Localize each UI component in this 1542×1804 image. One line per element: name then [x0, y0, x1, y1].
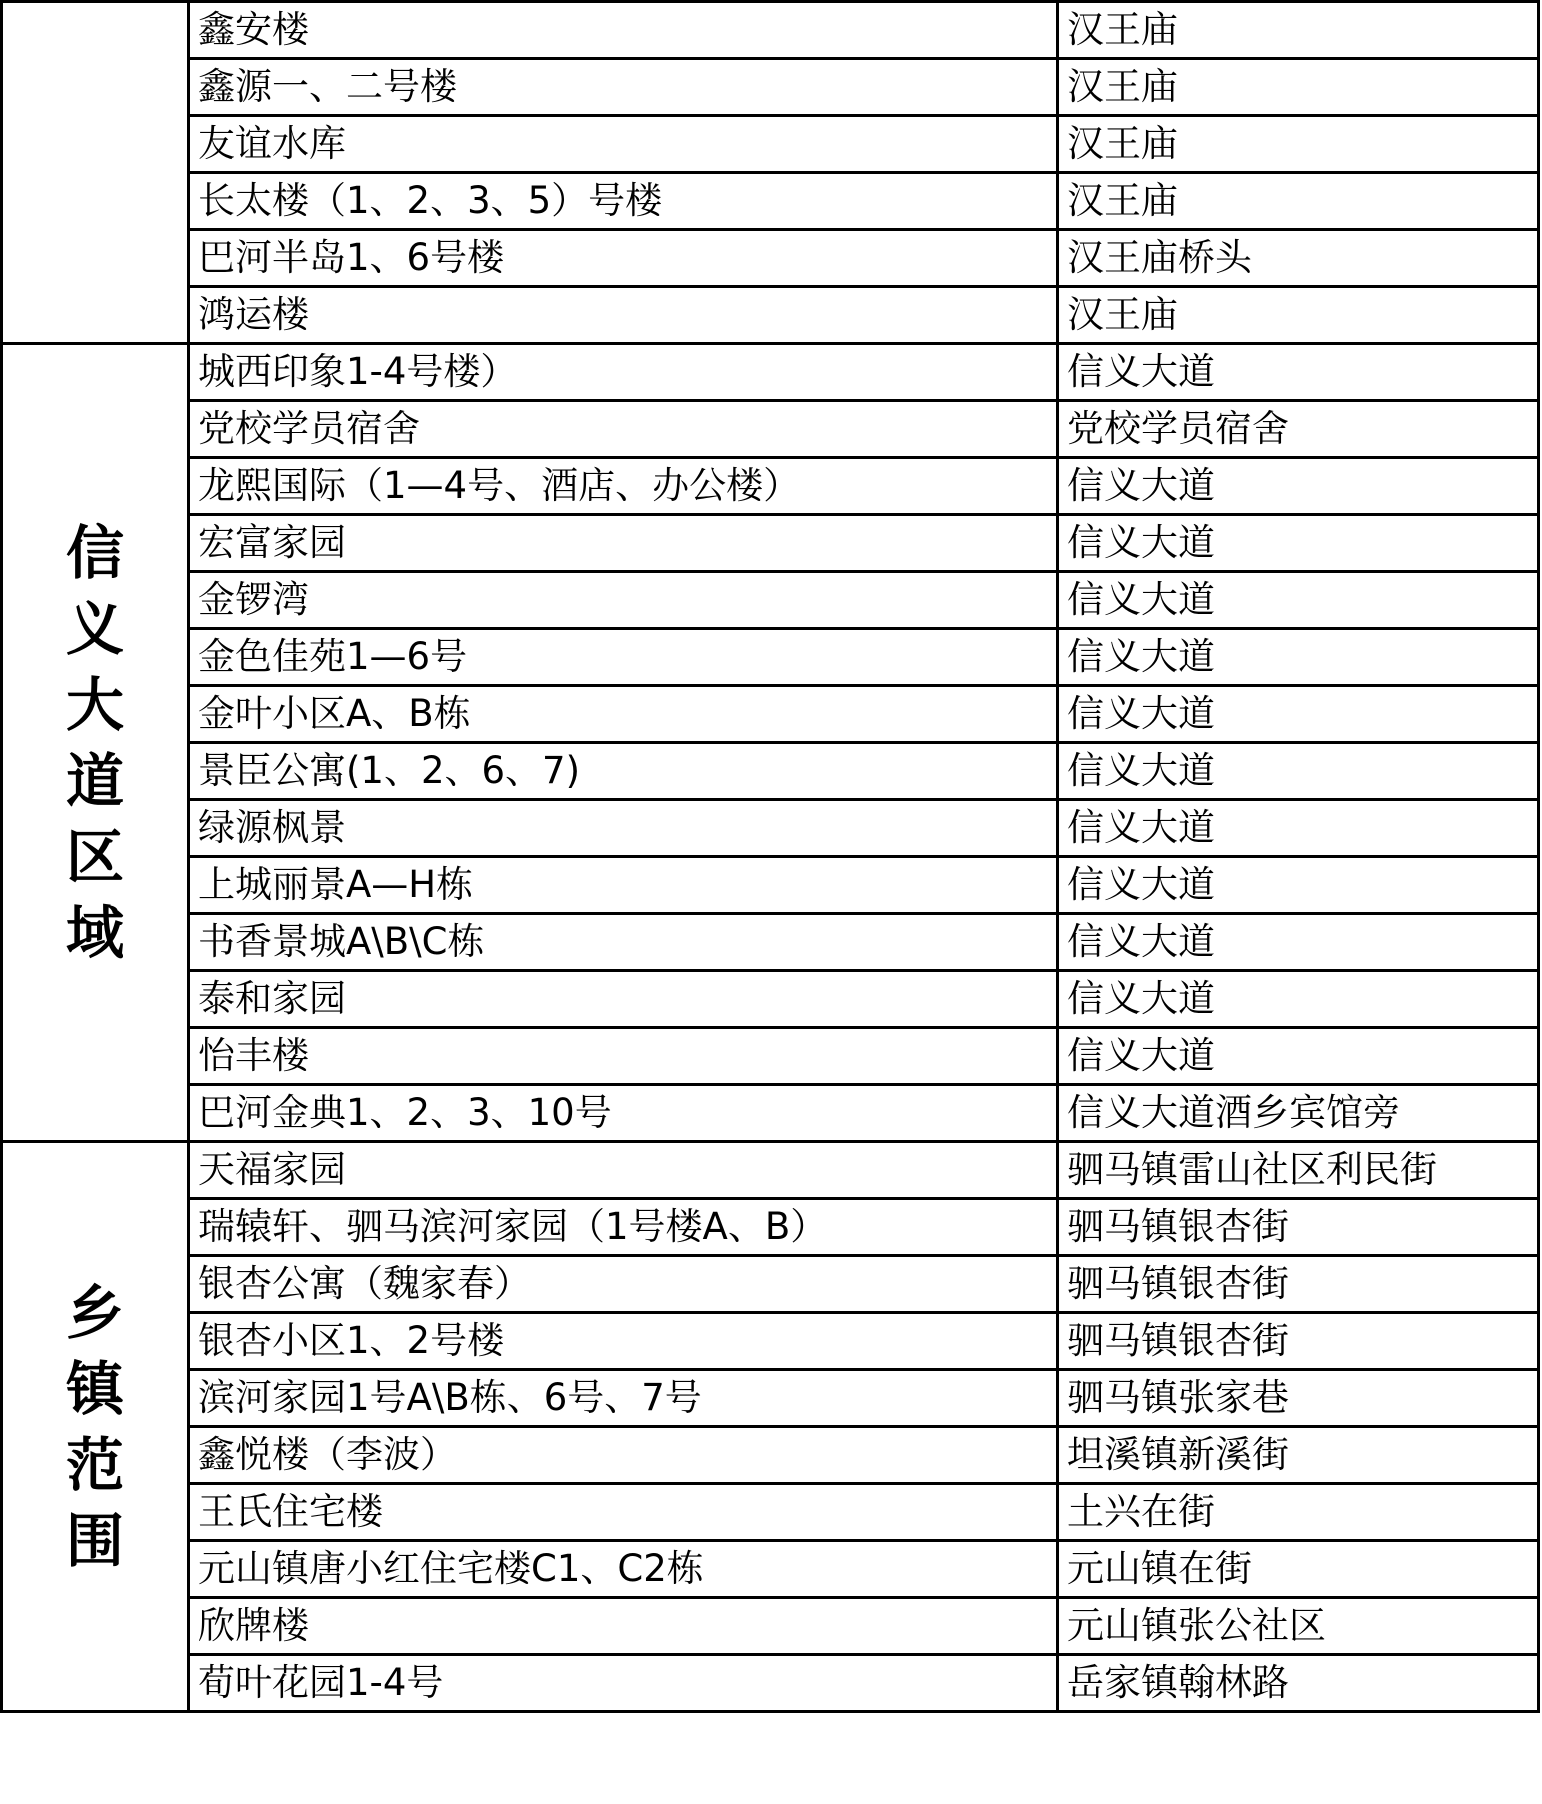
table-row [2, 1256, 1539, 1313]
table-row [2, 1313, 1539, 1370]
area-label-char: 道 [65, 746, 124, 815]
table-row [2, 230, 1539, 287]
building-name-cell: 龙熙国际（1—4号、酒店、办公楼） [189, 458, 1058, 515]
building-name-cell: 景臣公寓(1、2、6、7) [189, 743, 1058, 800]
building-name-cell: 绿源枫景 [189, 800, 1058, 857]
table-row [2, 971, 1539, 1028]
building-name-cell: 鸿运楼 [189, 287, 1058, 344]
area-label-char: 大 [65, 670, 124, 739]
location-cell: 汉王庙 [1058, 59, 1539, 116]
area-label-char: 域 [65, 898, 124, 967]
building-name-cell: 鑫源一、二号楼 [189, 59, 1058, 116]
table-row [2, 629, 1539, 686]
table-row [2, 1598, 1539, 1655]
building-name-cell: 天福家园 [189, 1142, 1058, 1199]
table-row [2, 401, 1539, 458]
building-name-cell: 鑫悦楼（李波） [189, 1427, 1058, 1484]
location-cell: 信义大道 [1058, 344, 1539, 401]
building-name-cell: 瑞辕轩、驷马滨河家园（1号楼A、B） [189, 1199, 1058, 1256]
location-cell: 信义大道 [1058, 914, 1539, 971]
building-name-cell: 金色佳苑1—6号 [189, 629, 1058, 686]
building-name-cell: 书香景城A\B\C栋 [189, 914, 1058, 971]
location-cell: 信义大道 [1058, 458, 1539, 515]
location-cell: 坦溪镇新溪街 [1058, 1427, 1539, 1484]
area-label-char: 镇 [65, 1354, 124, 1423]
building-name-cell: 泰和家园 [189, 971, 1058, 1028]
location-cell: 驷马镇银杏街 [1058, 1199, 1539, 1256]
building-name-cell: 宏富家园 [189, 515, 1058, 572]
table-row [2, 1142, 1539, 1199]
table-row [2, 1484, 1539, 1541]
building-name-cell: 银杏小区1、2号楼 [189, 1313, 1058, 1370]
location-cell: 党校学员宿舍 [1058, 401, 1539, 458]
area-label-char: 区 [65, 822, 124, 891]
table-row [2, 800, 1539, 857]
location-cell: 汉王庙桥头 [1058, 230, 1539, 287]
table-row [2, 1655, 1539, 1712]
location-cell: 信义大道 [1058, 629, 1539, 686]
building-name-cell: 王氏住宅楼 [189, 1484, 1058, 1541]
building-name-cell: 巴河半岛1、6号楼 [189, 230, 1058, 287]
building-name-cell: 银杏公寓（魏家春） [189, 1256, 1058, 1313]
location-cell: 汉王庙 [1058, 173, 1539, 230]
area-group-label [66, 515, 124, 971]
table-row [2, 743, 1539, 800]
location-cell: 信义大道 [1058, 686, 1539, 743]
location-cell: 元山镇在街 [1058, 1541, 1539, 1598]
location-cell: 汉王庙 [1058, 287, 1539, 344]
area-label-char: 围 [65, 1506, 124, 1575]
location-cell: 汉王庙 [1058, 2, 1539, 59]
location-cell: 土兴在街 [1058, 1484, 1539, 1541]
location-cell: 信义大道 [1058, 971, 1539, 1028]
building-name-cell: 金叶小区A、B栋 [189, 686, 1058, 743]
table-row [2, 344, 1539, 401]
building-name-cell: 鑫安楼 [189, 2, 1058, 59]
building-name-cell: 友谊水库 [189, 116, 1058, 173]
area-group-cell [2, 1142, 189, 1712]
building-name-cell: 党校学员宿舍 [189, 401, 1058, 458]
table-row [2, 2, 1539, 59]
location-cell: 信义大道 [1058, 1028, 1539, 1085]
building-name-cell: 城西印象1-4号楼） [189, 344, 1058, 401]
table-row [2, 515, 1539, 572]
building-name-cell: 元山镇唐小红住宅楼C1、C2栋 [189, 1541, 1058, 1598]
table-row [2, 1028, 1539, 1085]
location-cell: 信义大道 [1058, 743, 1539, 800]
table-row [2, 458, 1539, 515]
table-row [2, 857, 1539, 914]
table-row [2, 1199, 1539, 1256]
location-cell: 信义大道 [1058, 515, 1539, 572]
location-cell: 信义大道 [1058, 572, 1539, 629]
table-row [2, 59, 1539, 116]
table-row [2, 287, 1539, 344]
location-cell: 驷马镇银杏街 [1058, 1256, 1539, 1313]
building-name-cell: 欣牌楼 [189, 1598, 1058, 1655]
building-name-cell: 巴河金典1、2、3、10号 [189, 1085, 1058, 1142]
building-name-cell: 金锣湾 [189, 572, 1058, 629]
building-name-cell: 长太楼（1、2、3、5）号楼 [189, 173, 1058, 230]
building-name-cell: 荀叶花园1-4号 [189, 1655, 1058, 1712]
table-body [2, 2, 1539, 1712]
table-row [2, 572, 1539, 629]
building-name-cell: 怡丰楼 [189, 1028, 1058, 1085]
area-group-label [66, 1275, 124, 1579]
area-label-char: 信 [65, 518, 124, 587]
table-row [2, 1541, 1539, 1598]
area-label-char: 义 [65, 594, 124, 663]
location-cell: 信义大道 [1058, 800, 1539, 857]
table-row [2, 116, 1539, 173]
location-cell: 驷马镇银杏街 [1058, 1313, 1539, 1370]
table-row [2, 173, 1539, 230]
table-row [2, 686, 1539, 743]
location-cell: 汉王庙 [1058, 116, 1539, 173]
location-cell: 驷马镇雷山社区利民街 [1058, 1142, 1539, 1199]
area-label-char: 范 [65, 1430, 124, 1499]
building-name-cell: 上城丽景A—H栋 [189, 857, 1058, 914]
area-group-cell [2, 344, 189, 1142]
location-cell: 信义大道 [1058, 857, 1539, 914]
table-row [2, 1085, 1539, 1142]
building-name-cell: 滨河家园1号A\B栋、6号、7号 [189, 1370, 1058, 1427]
table-row [2, 914, 1539, 971]
location-cell: 岳家镇翰林路 [1058, 1655, 1539, 1712]
table-row [2, 1427, 1539, 1484]
area-group-cell [2, 2, 189, 344]
area-label-char: 乡 [65, 1278, 124, 1347]
location-cell: 驷马镇张家巷 [1058, 1370, 1539, 1427]
location-cell: 信义大道酒乡宾馆旁 [1058, 1085, 1539, 1142]
table-row [2, 1370, 1539, 1427]
location-cell: 元山镇张公社区 [1058, 1598, 1539, 1655]
